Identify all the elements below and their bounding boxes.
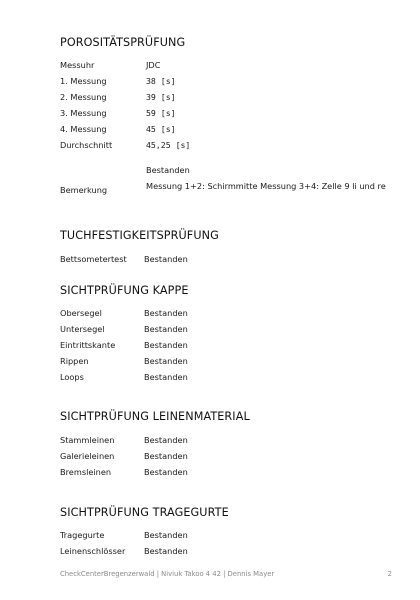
- row-label: Bremsleinen: [60, 467, 112, 477]
- row-value: 39 [s]: [146, 92, 176, 102]
- row-value: 59 [s]: [146, 108, 176, 118]
- row-label: 1. Messung: [60, 76, 107, 86]
- row-value: JDC: [146, 60, 161, 70]
- section-title-sicht-kappe: SICHTPRÜFUNG KAPPE: [60, 284, 189, 297]
- footer-text: CheckCenterBregenzerwald | Niviuk Takoo 4 42 | Dennis Mayer: [60, 570, 275, 578]
- row-value: Bestanden: [144, 451, 188, 461]
- row-value: Bestanden: [144, 308, 188, 318]
- row-label: Galerieleinen: [60, 451, 115, 461]
- section-title-sicht-gurte: SICHTPRÜFUNG TRAGEGURTE: [60, 506, 229, 519]
- row-label: Loops: [60, 372, 84, 382]
- remark-label: Bemerkung: [60, 185, 108, 195]
- row-label: Obersegel: [60, 308, 102, 318]
- row-label: Leinenschlösser: [60, 546, 126, 556]
- row-label: Stammleinen: [60, 435, 115, 445]
- row-label: Rippen: [60, 356, 89, 366]
- row-value: Bestanden: [144, 254, 188, 264]
- section-title-sicht-leinen: SICHTPRÜFUNG LEINENMATERIAL: [60, 410, 250, 423]
- row-value: Bestanden: [144, 340, 188, 350]
- page-footer: [60, 570, 392, 582]
- row-value: 38 [s]: [146, 76, 176, 86]
- row-label: Bettsometertest: [60, 254, 127, 264]
- remark-status: Bestanden: [146, 165, 190, 175]
- row-value: Bestanden: [144, 356, 188, 366]
- row-value: Bestanden: [144, 435, 188, 445]
- row-value: 45 [s]: [146, 124, 176, 134]
- row-value: 45,25 [s]: [146, 140, 191, 150]
- row-label: 4. Messung: [60, 124, 107, 134]
- section-title-porositaet: POROSITÄTSPRÜFUNG: [60, 36, 186, 49]
- row-label: 2. Messung: [60, 92, 107, 102]
- section-title-tuchfestigkeit: TUCHFESTIGKEITSPRÜFUNG: [60, 229, 219, 242]
- row-label: Durchschnitt: [60, 140, 113, 150]
- row-label: Untersegel: [60, 324, 105, 334]
- report-page: [60, 0, 400, 600]
- row-value: Bestanden: [144, 530, 188, 540]
- remark-text: Messung 1+2: Schirmmitte Messung 3+4: Zelle 9 li und re: [146, 181, 386, 191]
- row-label: 3. Messung: [60, 108, 107, 118]
- row-label: Messuhr: [60, 60, 95, 70]
- row-value: Bestanden: [144, 324, 188, 334]
- row-value: Bestanden: [144, 372, 188, 382]
- page-number: 2: [387, 570, 392, 578]
- row-value: Bestanden: [144, 467, 188, 477]
- row-label: Eintrittskante: [60, 340, 116, 350]
- row-label: Tragegurte: [60, 530, 105, 540]
- row-value: Bestanden: [144, 546, 188, 556]
